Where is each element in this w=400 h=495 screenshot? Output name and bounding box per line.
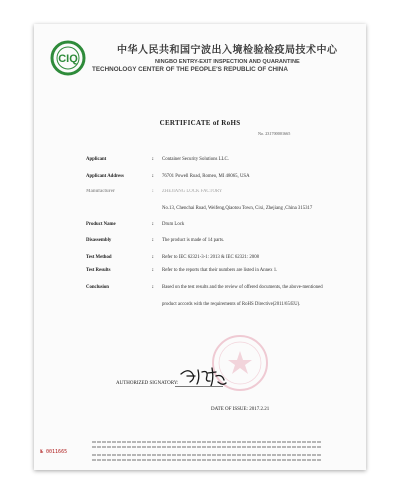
field-value-applicant: Container Security Solutions LLC.: [162, 157, 229, 162]
signature-line: [175, 386, 223, 387]
field-colon: :: [152, 157, 154, 162]
field-value-manufacturer-address: No.13, Chenchai Road, Weifeng,Qiaotou Town, Cixi, Zhejiang ,China 315317: [162, 206, 313, 211]
date-of-issue-label: DATE OF ISSUE:: [211, 407, 248, 412]
field-colon: :: [152, 189, 154, 194]
certificate-serial-number: № 0011665: [40, 449, 68, 455]
field-label-product-name: Product Name: [86, 222, 116, 227]
field-label-applicant: Applicant: [86, 157, 107, 162]
field-colon: :: [152, 222, 154, 227]
certificate-title: CERTIFICATE of RoHS: [159, 119, 241, 127]
field-value-manufacturer-name: ZHEJIANG LOCK FACTORY: [162, 189, 223, 194]
certificate-document: [34, 24, 366, 470]
footer-fine-print: [92, 446, 322, 448]
field-value-disassembly: The product is made of 14 parts.: [162, 238, 225, 243]
certificate-number: No. 231700001665: [258, 131, 291, 136]
org-name-english-line1: NINGBO ENTRY-EXIT INSPECTION AND QUARANTINE: [155, 59, 300, 65]
field-value-product-name: Drum Lock: [162, 222, 185, 227]
footer-fine-print: [92, 441, 322, 443]
field-value-conclusion-line2: product accords with the requirements of RoHS Directive(2011/65/EU).: [162, 302, 301, 307]
field-label-applicant-address: Applicant Address: [86, 174, 124, 179]
org-name-english-line2: TECHNOLOGY CENTER OF THE PEOPLE'S REPUBLIC OF CHINA: [92, 66, 288, 73]
field-value-conclusion-line1: Based on the test results and the review of offered documents, the above-mentioned: [162, 285, 323, 290]
field-value-applicant-address: 76701 Powell Road, Romeo, MI 48065, USA: [162, 174, 250, 179]
field-value-test-method: Refer to IEC 62321-3-1: 2013 & IEC 62321: 2008: [162, 255, 259, 260]
field-colon: :: [152, 238, 154, 243]
authorized-signatory-label: AUTHORIZED SIGNATORY:: [116, 381, 179, 386]
ciq-logo-icon: [50, 40, 86, 76]
field-colon: :: [152, 174, 154, 179]
field-colon: :: [152, 255, 154, 260]
date-of-issue-value: 2017.2.21: [249, 407, 270, 412]
field-value-test-results: Refer to the reports that their numbers are listed in Annex 1.: [162, 268, 278, 273]
date-of-issue: [211, 407, 269, 412]
footer-fine-print: [92, 459, 322, 461]
field-label-test-method: Test Method: [86, 255, 112, 260]
field-colon: :: [152, 285, 154, 290]
field-label-disassembly: Disassembly: [86, 238, 112, 243]
footer-fine-print: [92, 454, 322, 456]
field-label-manufacturer: Manufacturer: [86, 189, 115, 194]
field-label-conclusion: Conclusion: [86, 285, 109, 290]
field-label-test-results: Test Results: [86, 268, 111, 273]
svg-text:CIQ: CIQ: [58, 53, 78, 65]
org-name-chinese: 中华人民共和国宁波出入境检验检疫局技术中心: [117, 45, 338, 56]
field-colon: :: [152, 268, 154, 273]
